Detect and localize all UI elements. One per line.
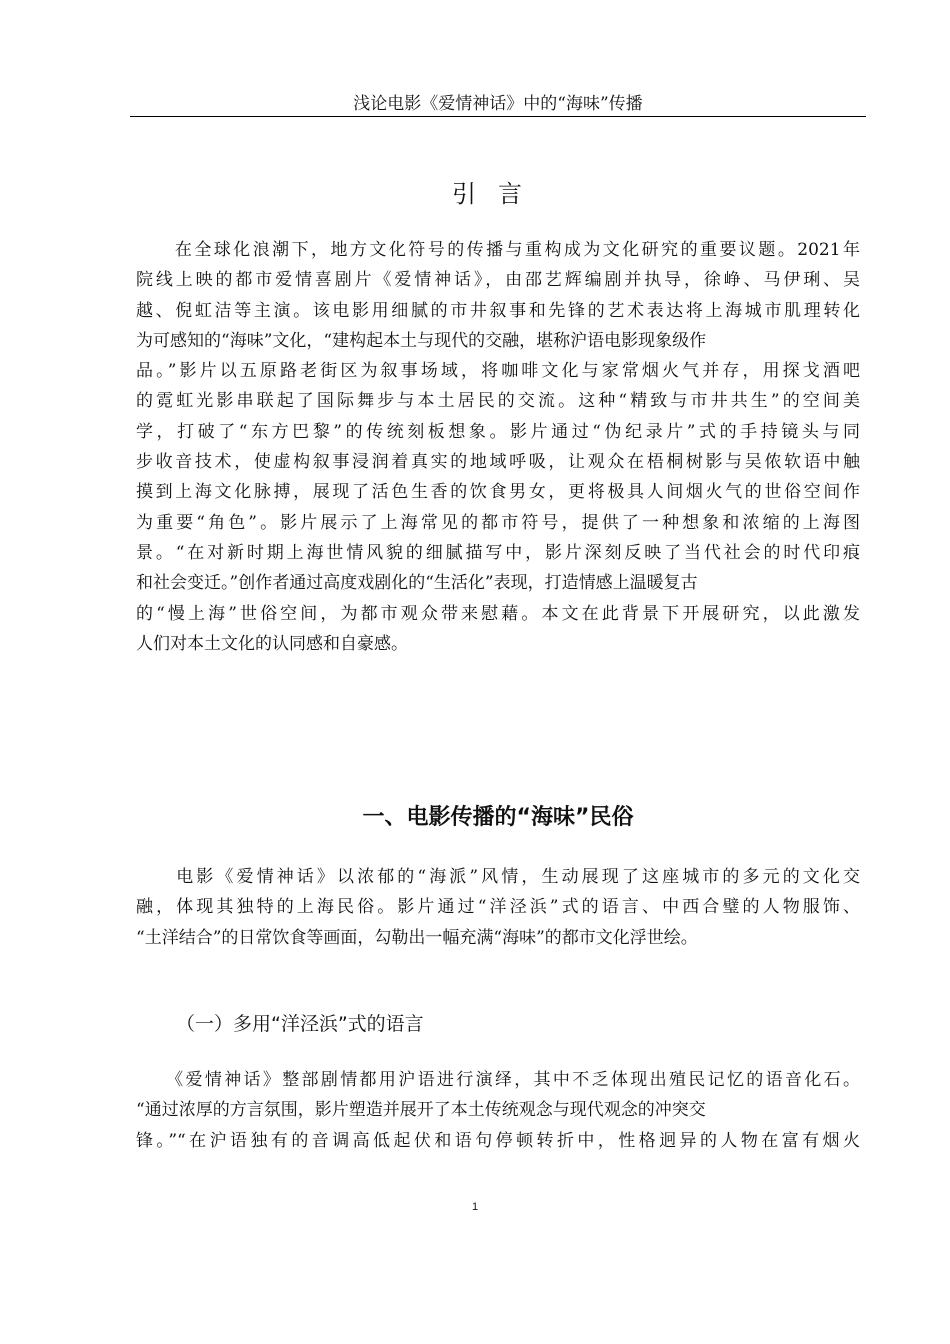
paragraph-line: 越、倪虹洁等主演。该电影用细腻的市井叙事和先锋的艺术表达将上海城市肌理转化	[136, 300, 860, 321]
intro-paragraph	[136, 235, 860, 659]
paragraph-line: “通过浓厚的方言氛围，影片塑造并展开了本土传统观念与现代观念的冲突交	[136, 1100, 706, 1121]
intro-heading: 引言	[452, 180, 544, 208]
paragraph-line: 学，打破了“东方巴黎”的传统刻板想象。影片通过“伪纪录片”式的手持镜头与同	[136, 421, 860, 442]
paragraph-line: 在全球化浪潮下，地方文化符号的传播与重构成为文化研究的重要议题。2021年	[136, 240, 860, 260]
section-paragraph	[136, 862, 860, 953]
running-header-title: 浅论电影《爱情神话》中的“海味”传播	[353, 94, 643, 114]
paragraph-line: 人们对本土文化的认同感和自豪感。	[136, 633, 408, 654]
page-number: 1	[471, 1201, 479, 1213]
header-divider	[130, 116, 866, 117]
section-heading: 一、电影传播的“海味”民俗	[362, 805, 634, 830]
paragraph-line: 的霓虹光影串联起了国际舞步与本土居民的交流。这种“精致与市井共生”的空间美	[136, 391, 860, 412]
paragraph-line: 《爱情神话》整部剧情都用沪语进行演绎，其中不乏体现出殖民记忆的语音化石。	[136, 1070, 860, 1090]
paragraph-line: 为可感知的“海味”文化，“建构起本土与现代的交融，堪称沪语电影现象级作	[136, 330, 707, 351]
paragraph-line: 锋。”“在沪语独有的音调高低起伏和语句停顿转折中，性格迥异的人物在富有烟火	[136, 1130, 860, 1151]
paragraph-line: 步收音技术，使虚构叙事浸润着真实的地域呼吸，让观众在梧桐树影与吴侬软语中触	[136, 452, 860, 473]
paragraph-line: 和社会变迁。”创作者通过高度戏剧化的“生活化”表现，打造情感上温暖复古	[136, 573, 698, 594]
paragraph-line: 品。”影片以五原路老街区为叙事场域，将咖啡文化与家常烟火气并存，用探戈酒吧	[136, 361, 860, 382]
paragraph-line: 的“慢上海”世俗空间，为都市观众带来慰藉。本文在此背景下开展研究，以此激发	[136, 603, 860, 624]
paragraph-line: 为重要“角色”。影片展示了上海常见的都市符号，提供了一种想象和浓缩的上海图	[136, 512, 860, 533]
paragraph-line: 景。“在对新时期上海世情风貌的细腻描写中，影片深刻反映了当代社会的时代印痕	[136, 542, 860, 563]
paragraph-line: “土洋结合”的日常饮食等画面，勾勒出一幅充满“海味”的都市文化浮世绘。	[136, 927, 698, 948]
paragraph-line: 电影《爱情神话》以浓郁的“海派”风情，生动展现了这座城市的多元的文化交	[136, 867, 860, 887]
subsection-heading: （一）多用“洋泾浜”式的语言	[176, 1013, 424, 1035]
paragraph-line: 融，体现其独特的上海民俗。影片通过“洋泾浜”式的语言、中西合璧的人物服饰、	[136, 897, 860, 918]
paragraph-line: 摸到上海文化脉搏，展现了活色生香的饮食男女，更将极具人间烟火气的世俗空间作	[136, 482, 860, 503]
paragraph-line: 院线上映的都市爱情喜剧片《爱情神话》，由邵艺辉编剧并执导，徐峥、马伊琍、吴	[136, 270, 860, 291]
subsection-paragraph	[136, 1065, 860, 1156]
